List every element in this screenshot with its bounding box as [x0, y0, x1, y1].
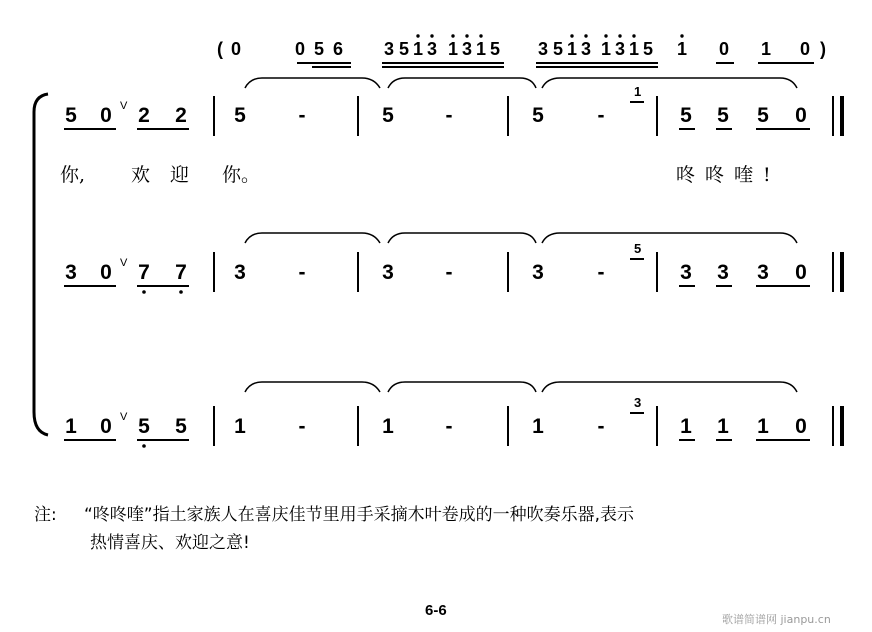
staff2-note: 7: [175, 261, 187, 284]
staff2-note: 3: [717, 261, 729, 284]
staff2-note: 3: [757, 261, 769, 284]
grace-note: 1: [634, 84, 642, 99]
staff3-note: -: [298, 415, 306, 438]
intro-note: 1: [676, 39, 687, 59]
intro-note: 5: [313, 39, 324, 59]
watermark-logo: 歌谱简谱网 jianpu.cn: [722, 613, 831, 626]
staff1-note: 5: [65, 104, 77, 127]
intro-note: 1: [566, 39, 577, 59]
underline: [64, 128, 116, 130]
final-barline-thin: [832, 96, 834, 136]
intro-note: 5: [642, 39, 653, 59]
lyric-word: 欢: [131, 164, 151, 186]
intro-underline: [536, 62, 658, 64]
staff2-note: 7: [138, 261, 150, 284]
grace-note: 3: [634, 395, 642, 410]
grace-underline: [630, 101, 644, 103]
staff3-note: 1: [382, 415, 394, 438]
footnote-line1: “咚咚喹”指土家族人在喜庆佳节里用手采摘木叶卷成的一种吹奏乐器,表示: [84, 505, 635, 525]
lyric-end: 咚咚喹!: [676, 164, 781, 186]
intro-underline: [312, 66, 351, 68]
intro-note: 0: [230, 39, 241, 59]
grace-underline: [630, 412, 644, 414]
staff2-note: 3: [532, 261, 544, 284]
staff2-note: -: [445, 261, 453, 284]
intro-note: 1: [412, 39, 423, 59]
slurs-staff1: [0, 70, 872, 100]
grace-underline: [630, 258, 644, 260]
breath-mark: V: [120, 411, 128, 423]
staff3-note: 0: [795, 415, 807, 438]
intro-note: 5: [398, 39, 409, 59]
intro-note: 3: [580, 39, 591, 59]
staff3-note: 1: [717, 415, 729, 438]
intro-note: 0: [294, 39, 305, 59]
intro-underline: [382, 62, 504, 64]
underline: [716, 128, 732, 130]
breath-mark: V: [120, 100, 128, 112]
grace-note: 5: [634, 241, 642, 256]
intro-underline: [716, 62, 734, 64]
intro-underline: [536, 66, 658, 68]
underline: [679, 128, 695, 130]
barline: [213, 96, 215, 136]
intro-note: 3: [537, 39, 548, 59]
footnote-line2: 热情喜庆、欢迎之意!: [90, 533, 250, 553]
intro-note: 1: [475, 39, 486, 59]
staff2-note: 3: [382, 261, 394, 284]
staff1-note: 5: [757, 104, 769, 127]
intro-note: 1: [600, 39, 611, 59]
staff2-note: 3: [680, 261, 692, 284]
intro-note: 5: [552, 39, 563, 59]
intro-note: 3: [461, 39, 472, 59]
barline: [357, 96, 359, 136]
low-dots-staff3: [0, 434, 872, 454]
staff3-note: 1: [532, 415, 544, 438]
staff1-note: 5: [234, 104, 246, 127]
underline: [137, 128, 189, 130]
final-barline-thick: [840, 96, 844, 136]
lyric-word: 你。: [222, 164, 261, 186]
intro-note: 1: [760, 39, 771, 59]
slurs-staff3: [0, 372, 872, 402]
staff3-note: 1: [680, 415, 692, 438]
intro-note: 0: [718, 39, 729, 59]
lyric-word: 你,: [60, 164, 86, 186]
page-number: 6-6: [425, 602, 447, 619]
barline: [656, 96, 658, 136]
underline: [756, 128, 810, 130]
staff2-note: -: [298, 261, 306, 284]
staff2-note: 0: [795, 261, 807, 284]
staff2-note: 3: [65, 261, 77, 284]
staff1-note: 5: [532, 104, 544, 127]
staff1-note: 2: [138, 104, 150, 127]
staff3-note: 1: [757, 415, 769, 438]
staff2-note: 3: [234, 261, 246, 284]
staff1-note: -: [597, 104, 605, 127]
intro-note: 0: [799, 39, 810, 59]
slurs-staff2: [0, 223, 872, 253]
staff1-note: 0: [100, 104, 112, 127]
staff3-note: 1: [234, 415, 246, 438]
intro-note: 3: [426, 39, 437, 59]
intro-underline: [758, 62, 814, 64]
staff1-note: 2: [175, 104, 187, 127]
intro-note: 3: [383, 39, 394, 59]
intro-underline: [297, 62, 351, 64]
staff1-note: 5: [680, 104, 692, 127]
intro-note: 3: [614, 39, 625, 59]
low-dots-staff2: [0, 280, 872, 300]
staff1-note: -: [298, 104, 306, 127]
staff3-note: 5: [138, 415, 150, 438]
staff3-note: 0: [100, 415, 112, 438]
staff3-note: 1: [65, 415, 77, 438]
staff2-note: -: [597, 261, 605, 284]
staff3-note: -: [445, 415, 453, 438]
staff3-note: 5: [175, 415, 187, 438]
intro-open-paren: (: [217, 39, 223, 59]
staff2-note: 0: [100, 261, 112, 284]
intro-note: 5: [489, 39, 500, 59]
intro-underline: [382, 66, 504, 68]
staff1-note: 0: [795, 104, 807, 127]
footnote-label: 注:: [34, 505, 57, 525]
staff3-note: -: [597, 415, 605, 438]
intro-note: 1: [628, 39, 639, 59]
barline: [507, 96, 509, 136]
staff1-note: 5: [382, 104, 394, 127]
intro-close-paren: ): [820, 39, 826, 59]
intro-note: 1: [447, 39, 458, 59]
intro-high-dots: [0, 0, 872, 60]
intro-note: 6: [332, 39, 343, 59]
staff1-note: 5: [717, 104, 729, 127]
lyric-word: 迎: [170, 164, 190, 186]
staff1-note: -: [445, 104, 453, 127]
breath-mark: V: [120, 257, 128, 269]
